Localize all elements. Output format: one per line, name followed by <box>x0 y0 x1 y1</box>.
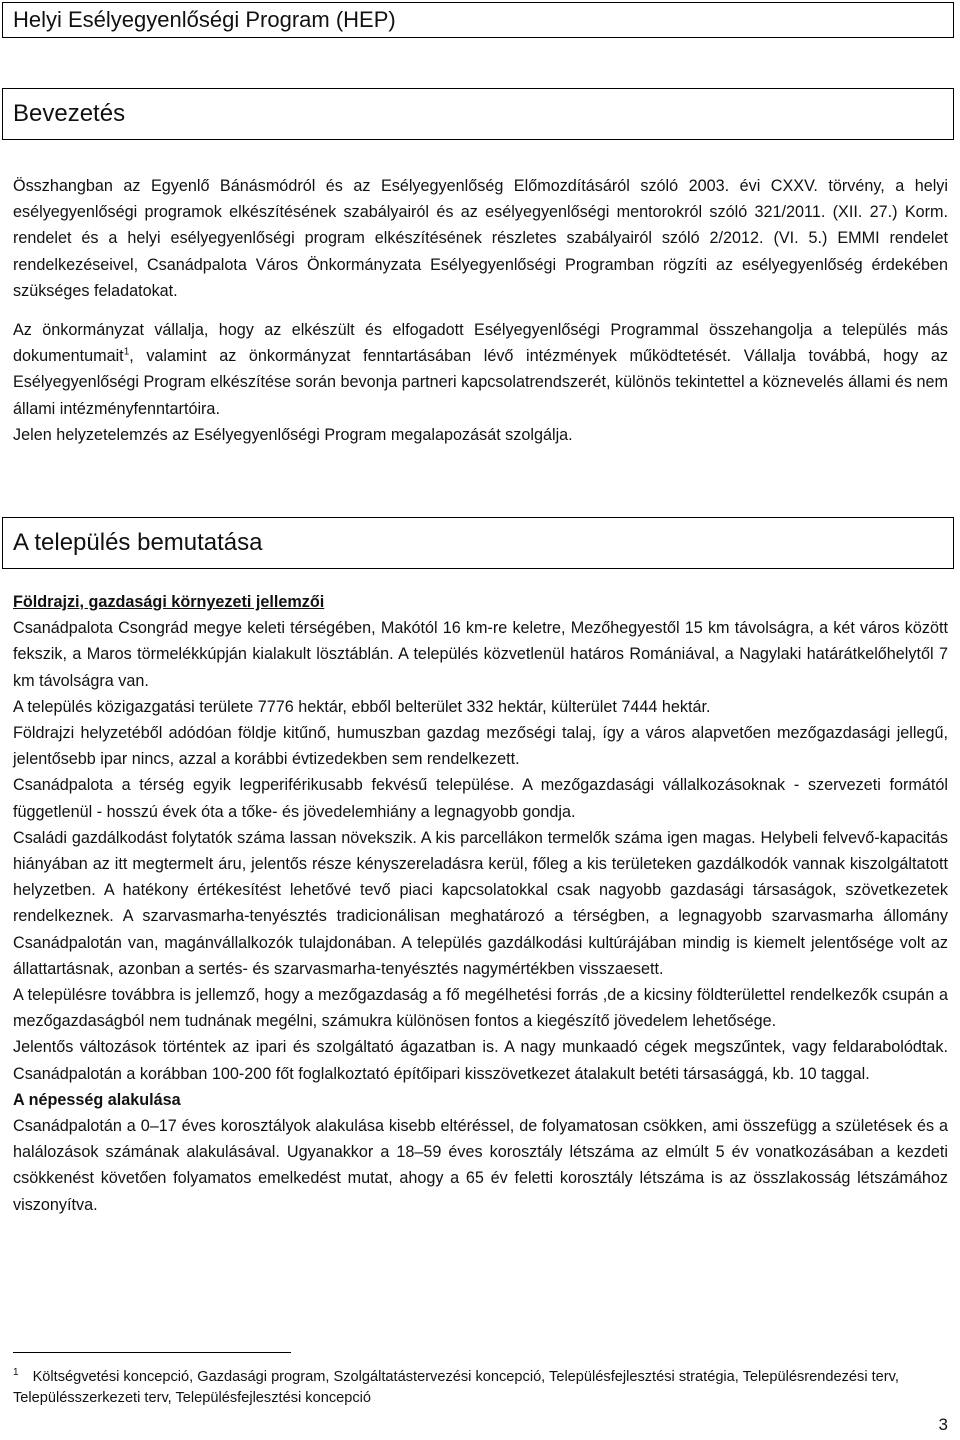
footnote-mark: 1 <box>13 1367 19 1378</box>
page-number: 3 <box>938 1415 948 1434</box>
subheading-nepesseg: A népesség alakulása <box>13 1090 181 1109</box>
telepules-paragraph-2: A település közigazgatási területe 7776 hektár, ebből belterület 332 hektár, külterület 7444 hektár. <box>13 697 711 716</box>
footnote-text: Költségvetési koncepció, Gazdasági program, Szolgáltatástervezési koncepció, Településfejlesztési stratégia, Településrendezési terv, Településszerkezeti terv, Településfejlesztési koncepció <box>13 1368 899 1406</box>
telepules-paragraph-6: A településre továbbra is jellemző, hogy a mezőgazdaság a fő megélhetési forrás ,de a kicsiny földterülettel rendelkezők csupán a mezőgazdaságból nem tudnának megélni, számukra különösen fontos a kiegészítő jövedelem lehetősége. <box>13 986 948 1031</box>
telepules-paragraph-1: Csanádpalota Csongrád megye keleti térségében, Makótól 16 km-re keletre, Mezőhegyestől 15 km távolságra, a két város között fekszik, a Maros törmelékkúpján kialakult lösztáblán. A település közvetlenül határos Romániával, a Nagylaki határátkelőhelytől 7 km távolságra van. <box>13 619 948 690</box>
telepules-body <box>13 589 948 1218</box>
telepules-paragraph-3: Földrajzi helyzetéből adódóan földje kitűnő, humuszban gazdag mezőségi talaj, így a város alapvetően mezőgazdasági jellegű, jelentősebb ipar nincs, azzal a korábbi évtizedekben sem rendelkezett. <box>13 724 948 769</box>
intro-paragraph-1: Összhangban az Egyenlő Bánásmódról és az Esélyegyenlőség Előmozdításáról szóló 2003. évi CXXV. törvény, a helyi esélyegyenlőségi programok elkészítésének szabályairól és az esélyegyenlőségi mentorokról szóló 321/2011. (XII. 27.) Korm. rendelet és a helyi esélyegyenlőségi program elkészítésének részletes szabályairól szóló 2/2012. (VI. 5.) EMMI rendelet rendelkezéseivel, Csanádpalota Város Önkormányzata Esélyegyenlőségi Programban rögzíti az esélyegyenlőség érdekében szükséges feladatokat. <box>13 177 948 300</box>
subheading-foldrajzi: Földrajzi, gazdasági környezeti jellemzői <box>13 593 325 611</box>
telepules-paragraph-7: Jelentős változások történtek az ipari és szolgáltató ágazatban is. A nagy munkaadó cégek megszűntek, vagy feldarabolódtak. Csanádpalotán a korábban 100-200 főt foglalkoztató építőipari kisszövetkezet átalakult betéti társasággá, kb. 10 taggal. <box>13 1038 948 1083</box>
nepesseg-paragraph: Csanádpalotán a 0–17 éves korosztályok alakulása kisebb eltéréssel, de folyamatosan csökken, ami összefügg a születések és a halálozások számának alakulásával. Ugyanakkor a 18–59 éves korosztály létszáma az elmúlt 5 év vonatkozásában a kezdeti csökkenést követően folyamatos emelkedést mutat, ahogy a 65 év feletti korosztály létszáma is az összlakosság létszámához viszonyítva. <box>13 1117 948 1214</box>
intro-body <box>13 173 948 448</box>
intro-paragraph-2-start: Az önkormányzat vállalja, hogy az elkészült és elfogadott Esélyegyenlőségi Programmal összehangolja a település más dokumentumait <box>13 321 948 366</box>
footnote-reference[interactable]: 1 <box>123 346 130 358</box>
section-heading-bevezetes: Bevezetés <box>2 88 954 140</box>
document-title: Helyi Esélyegyenlőségi Program (HEP) <box>2 2 954 38</box>
intro-paragraph-2-end: , valamint az önkormányzat fenntartásában lévő intézmények működtetését. Vállalja továbbá, hogy az Esélyegyenlőségi Program elkészítése során bevonja partneri kapcsolatrendszerét, különös tekintettel a köznevelés állami és nem állami intézményfenntartóira. <box>13 347 948 418</box>
telepules-paragraph-5: Családi gazdálkodást folytatók száma lassan növekszik. A kis parcellákon termelők száma igen magas. Helybeli felvevő-kapacitás hiányában az itt megtermelt áru, jelentős része kényszereladásra kerül, főleg a kis területeken gazdálkodók vannak kiszolgáltatott helyzetben. A hatékony értékesítést lehetővé tevő piaci kapcsolatokkal csak nagyobb gazdasági társaságok, szövetkezetek rendelkeznek. A szarvasmarha-tenyésztés tradicionálisan meghatározó a térségben, a legnagyobb szarvasmarha állomány Csanádpalotán van, magánvállalkozók tulajdonában. A település gazdálkodási kultúrájában mindig is kiemelt jelentősége volt az állattartásnak, azonban a sertés- és szarvasmarha-tenyésztés nagymértékben visszaesett. <box>13 828 948 978</box>
telepules-paragraph-4: Csanádpalota a térség egyik legperiférikusabb fekvésű települése. A mezőgazdasági vállalkozásoknak - szervezeti formától függetlenül - hosszú évek óta a tőke- és jövedelemhiány a legnagyobb gondja. <box>13 776 948 821</box>
intro-paragraph-2 <box>13 317 948 422</box>
intro-paragraph-3: Jelen helyzetelemzés az Esélyegyenlőségi Program megalapozását szolgálja. <box>13 425 573 444</box>
section-heading-telepules: A település bemutatása <box>2 517 954 569</box>
footnote-divider <box>13 1352 291 1353</box>
footnote <box>13 1362 948 1409</box>
